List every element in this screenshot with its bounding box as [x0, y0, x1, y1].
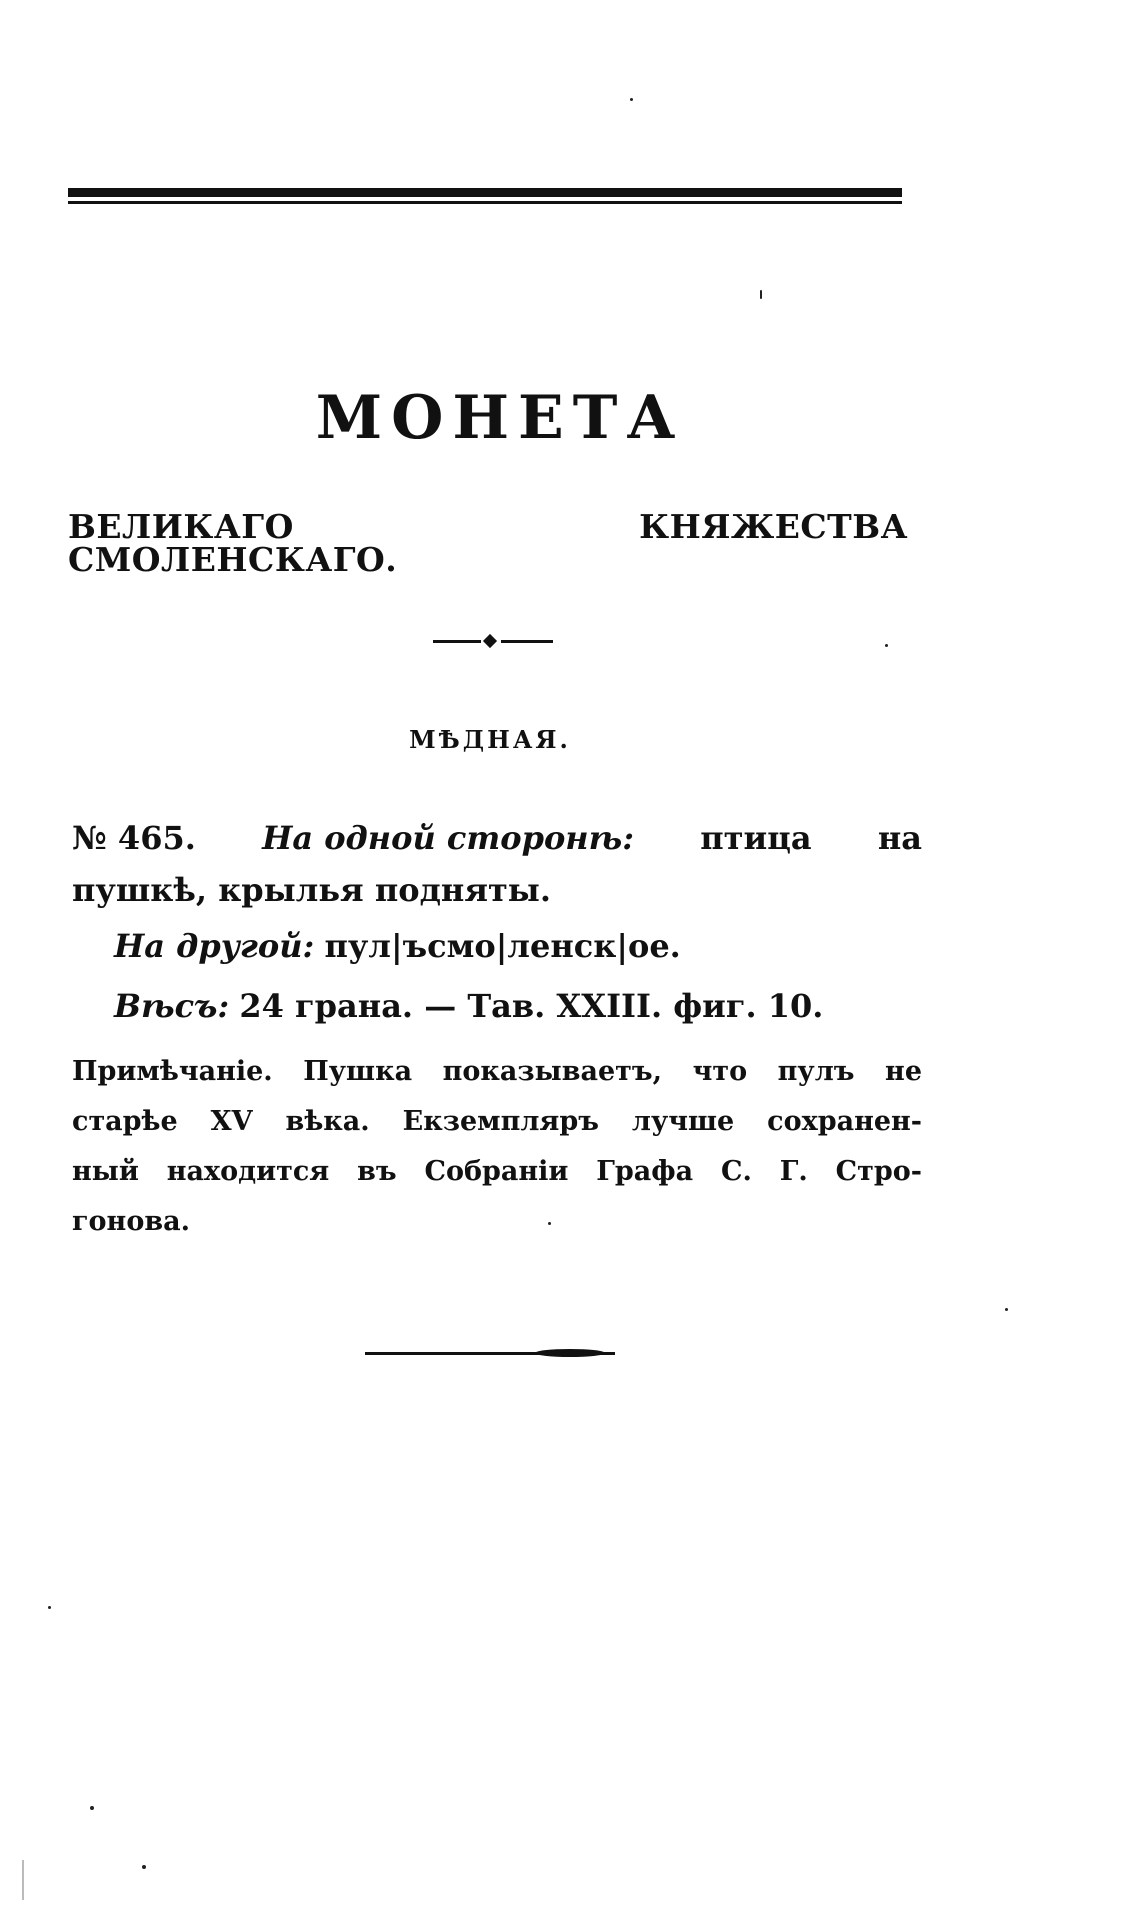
note-line-2: старѣе XV вѣка. Екземпляръ лучше сохранен-	[72, 1106, 922, 1137]
note-line-4: гонова.	[72, 1206, 190, 1237]
obverse-text-continued: пушкѣ, крылья подняты.	[72, 871, 552, 909]
weight-text: 24 грана. — Тав. XXIII. фиг. 10.	[239, 987, 824, 1025]
top-rule-thin-line	[68, 201, 902, 204]
ornament-left-line	[433, 640, 481, 643]
obverse-text-2: на	[877, 819, 922, 857]
paper-speck	[630, 98, 633, 101]
reverse-text: пул|ъсмо|ленск|ое.	[324, 927, 681, 965]
reverse-label: На другой:	[114, 927, 315, 965]
paper-speck	[48, 1606, 51, 1609]
obverse-text-1: птица	[700, 819, 812, 857]
paper-speck	[548, 1222, 551, 1225]
page-subtitle: ВЕЛИКАГО КНЯЖЕСТВА СМОЛЕНСКАГО.	[68, 507, 908, 579]
page-edge-mark	[22, 1860, 24, 1900]
paper-speck	[1005, 1308, 1008, 1311]
section-label: МѢДНАЯ.	[409, 725, 571, 754]
ornament-right-line	[501, 640, 553, 643]
bottom-rule	[365, 1349, 615, 1357]
entry-line-1	[72, 819, 922, 857]
paper-speck	[142, 1865, 146, 1869]
ornament-divider	[433, 636, 553, 646]
paper-speck	[90, 1806, 94, 1810]
top-double-rule	[68, 188, 902, 206]
entry-reverse	[114, 927, 964, 965]
note-line-1: Примѣчаніе. Пушка показываетъ, что пулъ не	[72, 1056, 922, 1087]
weight-label: Вѣсъ:	[114, 987, 230, 1025]
ornament-diamond	[483, 634, 497, 648]
page-title: МОНЕТА	[315, 383, 685, 453]
bottom-rule-swell	[535, 1349, 605, 1357]
note-line-3: ный находится въ Собраніи Графа С. Г. Стро-	[72, 1156, 922, 1187]
paper-speck	[885, 644, 888, 647]
paper-speck	[760, 290, 762, 299]
entry-weight	[114, 987, 964, 1025]
entry-number: № 465.	[72, 819, 196, 857]
obverse-label: На одной сторонѣ:	[262, 819, 635, 857]
top-rule-thick-line	[68, 188, 902, 197]
